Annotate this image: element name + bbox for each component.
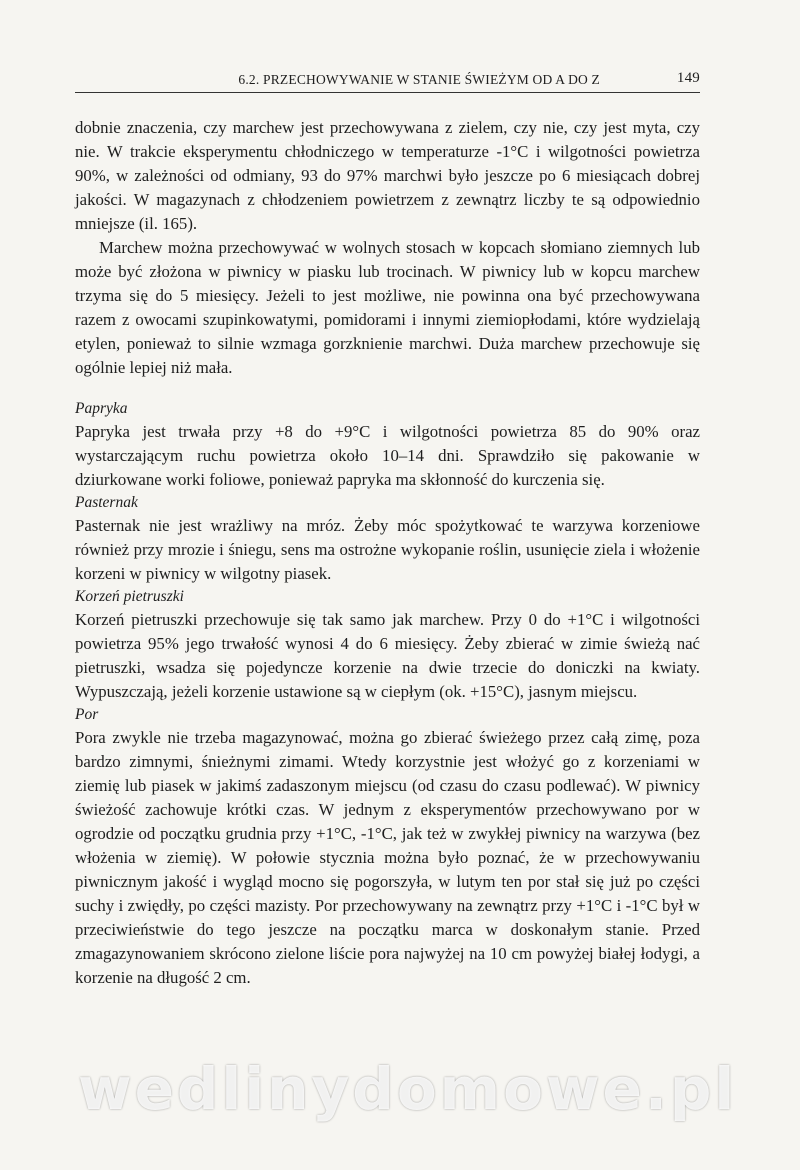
section-heading-por: Por	[75, 706, 99, 723]
paragraph: Korzeń pietruszki przechowuje się tak samo jak marchew. Przy 0 do +1°C i wilgotności powietrza 95% jego trwałość wynosi 4 do 6 miesięcy. Żeby zbierać w zimie świeżą nać pietruszki, wsadza się pojedyncze korzenie na dwie trzecie do doniczki na kwiaty. Wypuszczają, jeżeli korzenie ustawione są w ciepłym (ok. +15°C), jasnym miejscu.	[75, 610, 700, 701]
site-watermark: wedlinydomowe.pl	[78, 1055, 738, 1123]
page-body	[75, 116, 700, 990]
header-title: 6.2. PRZECHOWYWANIE W STANIE ŚWIEŻYM OD A DO Z	[238, 72, 600, 87]
paragraph: Pasternak nie jest wrażliwy na mróz. Żeby móc spożytkować te warzywa korzeniowe również przy mrozie i śniegu, sens ma ostrożne wykopanie roślin, usunięcie ziela i włożenie korzeni w piwnicy w wilgotny piasek.	[75, 516, 700, 583]
section-heading-pasternak: Pasternak	[75, 494, 138, 511]
paragraph: dobnie znaczenia, czy marchew jest przechowywana z zielem, czy nie, czy jest myta, czy nie. W trakcie eksperymentu chłodniczego w temperaturze -1°C i wilgotności powietrza 90%, w zależności od odmiany, 93 do 97% marchwi było jeszcze po 6 miesiącach dobrej jakości. W magazynach z chłodzeniem powietrzem z zewnątrz liczby te są odpowiednio mniejsze (il. 165).	[75, 118, 700, 233]
paragraph: Pora zwykle nie trzeba magazynować, można go zbierać świeżego przez całą zimę, poza bardzo zimnymi, śnieżnymi zimami. Wtedy korzystnie jest włożyć go z korzeniami w ziemię lub piasek w jakimś zadaszonym miejscu (od czasu do czasu podlewać). W piwnicy świeżość zachowuje krótki czas. W jednym z eksperymentów przechowywano por w ogrodzie od początku grudnia przy +1°C, -1°C, jak też w zwykłej piwnicy na warzywa (bez włożenia w ziemię). W połowie stycznia można było poznać, że w przechowywaniu piwnicznym jakość i wygląd mocno się pogorszyła, w lutym ten por stał się już po części suchy i zwiędły, po części mazisty. Por przechowywany na zewnątrz przy +1°C i -1°C był w przeciwieństwie do tego jeszcze na początku marca w doskonałym stanie. Przed zmagazynowaniem skrócono zielone liście pora najwyżej na 10 cm powyżej białej łodygi, a korzenie na długość 2 cm.	[75, 728, 700, 987]
paragraph: Papryka jest trwała przy +8 do +9°C i wilgotności powietrza 85 do 90% oraz wystarczającym ruchu powietrza około 10–14 dni. Sprawdziło się pakowanie w dziurkowane worki foliowe, ponieważ papryka ma skłonność do kurczenia się.	[75, 422, 700, 489]
section-heading-papryka: Papryka	[75, 400, 128, 417]
section-heading-korzen-pietruszki: Korzeń pietruszki	[75, 588, 184, 605]
page-number: 149	[676, 70, 700, 86]
paragraph: Marchew można przechowywać w wolnych stosach w kopcach słomiano ziemnych lub może być złożona w piwnicy w piasku lub trocinach. W piwnicy lub w kopcu marchew trzyma się do 5 miesięcy. Jeżeli to jest możliwe, nie powinna ona być przechowywana razem z owocami szupinkowatymi, pomidorami i innymi ziemiopłodami, które wydzielają etylen, ponieważ to silnie wzmaga gorzknienie marchwi. Duża marchew przechowuje się ogólnie lepiej niż mała.	[75, 238, 700, 377]
running-header	[75, 68, 700, 93]
